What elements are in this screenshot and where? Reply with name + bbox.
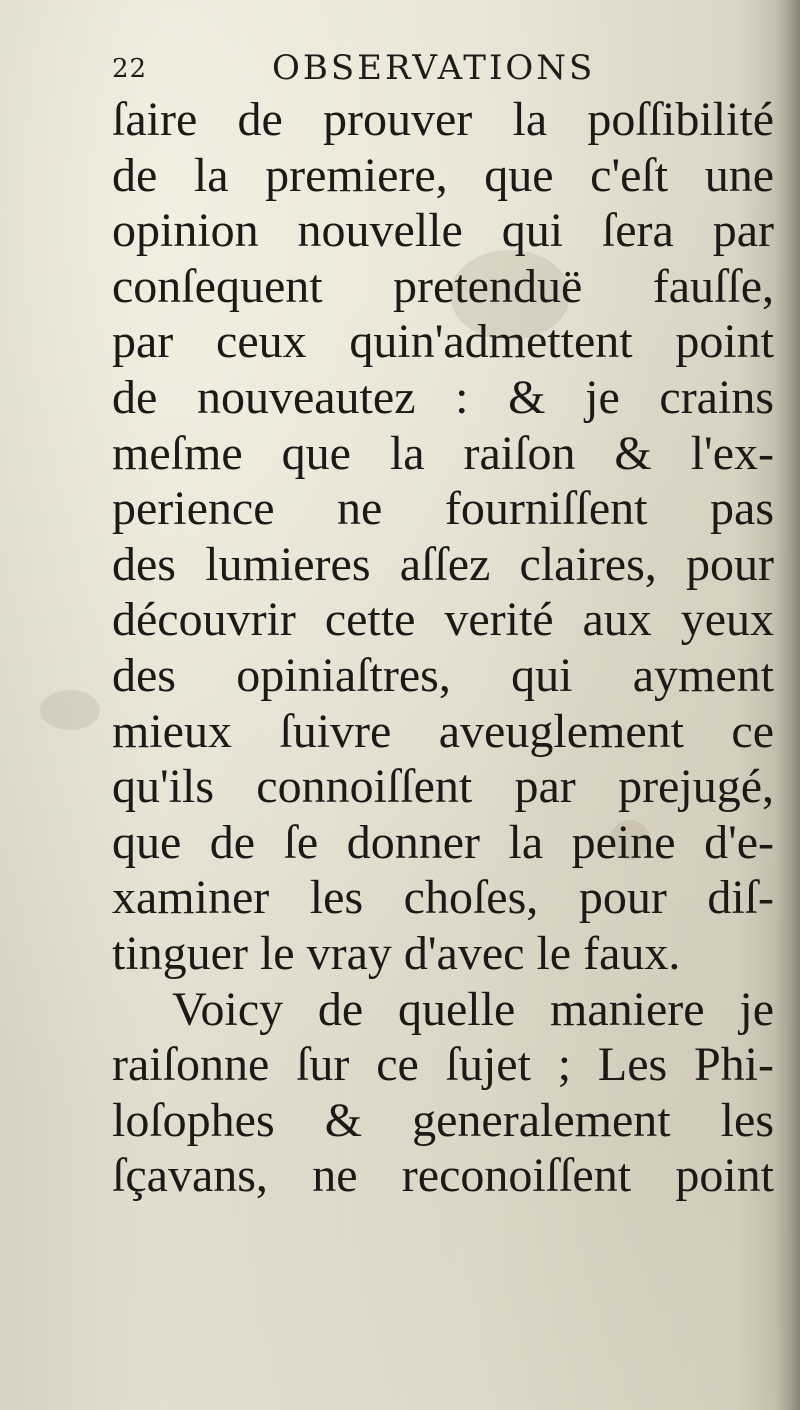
text-line: tinguer le vray d'avec le faux. xyxy=(112,926,681,980)
text-line: perience ne fourniſſent pas xyxy=(112,482,774,536)
body-text xyxy=(112,92,780,1204)
text-line: qu'ils connoiſſent par prejugé, xyxy=(112,760,774,814)
text-line: des opiniaſtres, qui ayment xyxy=(112,648,774,702)
text-line: loſophes & generalement les xyxy=(112,1093,774,1147)
text-line: raiſonne ſur ce ſujet ; Les Phi- xyxy=(112,1038,774,1092)
text-line: des lumieres aſſez claires, pour xyxy=(112,537,774,591)
text-line: opinion nouvelle qui ſera par xyxy=(112,204,774,258)
text-line: conſequent pretenduë fauſſe, xyxy=(112,259,774,313)
text-line: ſçavans, ne reconoiſſent point xyxy=(112,1149,774,1203)
text-line: découvrir cette verité aux yeux xyxy=(112,593,774,647)
running-head: OBSERVATIONS xyxy=(272,48,596,88)
text-line: ſaire de prouver la poſſibilité xyxy=(112,93,774,146)
page-header xyxy=(112,44,672,94)
text-line: par ceux quin'admettent point xyxy=(112,315,774,369)
page-number: 22 xyxy=(112,54,148,84)
text-line: de nouveautez : & je crains xyxy=(112,370,774,424)
text-line: meſme que la raiſon & l'ex- xyxy=(112,426,774,480)
text-line: de la premiere, que c'eſt une xyxy=(112,148,774,202)
text-line: que de ſe donner la peine d'e- xyxy=(112,815,774,869)
text-line: Voicy de quelle maniere je xyxy=(172,982,774,1036)
text-line: xaminer les choſes, pour diſ- xyxy=(112,871,774,925)
paper-stain xyxy=(40,690,100,730)
text-line: mieux ſuivre aveuglement ce xyxy=(112,704,774,758)
